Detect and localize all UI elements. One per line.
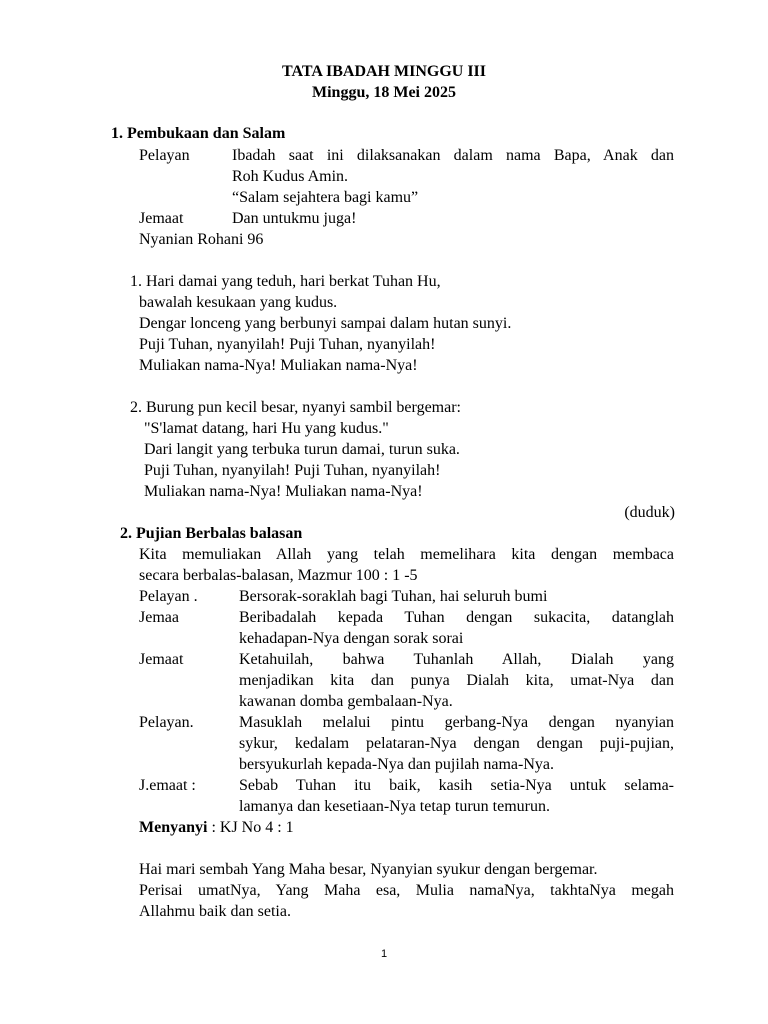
section1-heading: 1. Pembukaan dan Salam	[111, 125, 286, 142]
sing-instruction	[139, 817, 294, 838]
speaker-label: Jemaat	[139, 651, 184, 668]
liturgy-text: Roh Kudus Amin.	[232, 168, 349, 185]
liturgy-text: Ibadah saat ini dilaksanakan dalam nama Bapa, Anak dan	[232, 147, 674, 164]
liturgy-text: lamanya dan kesetiaan-Nya tetap turun temurun.	[239, 798, 550, 815]
section2-heading: 2. Pujian Berbalas balasan	[120, 525, 303, 542]
liturgy-text: Ketahuilah, bahwa Tuhanlah Allah, Dialah yang	[239, 651, 674, 668]
liturgy-text: sykur, kedalam pelataran-Nya dengan dengan puji-pujian,	[239, 735, 674, 752]
speaker-label: Pelayan.	[139, 714, 194, 731]
verse-line: Dengar lonceng yang berbunyi sampai dalam hutan sunyi.	[139, 315, 512, 332]
liturgy-text: Bersorak-soraklah bagi Tuhan, hai seluruh bumi	[239, 588, 548, 605]
verse-line: 2. Burung pun kecil besar, nyanyi sambil bergemar:	[130, 399, 461, 416]
liturgy-text: Beribadalah kepada Tuhan dengan sukacita, datanglah	[239, 609, 674, 626]
liturgy-text: kawanan domba gembalaan-Nya.	[239, 693, 453, 710]
hymn-line: Allahmu baik dan setia.	[139, 903, 291, 920]
document-title: TATA IBADAH MINGGU III	[281, 63, 487, 80]
document-date: Minggu, 18 Mei 2025	[312, 84, 456, 101]
song-label: Nyanian Rohani 96	[139, 231, 264, 248]
verse-line: 1. Hari damai yang teduh, hari berkat Tuhan Hu,	[130, 273, 441, 290]
hymn-line: Hai mari sembah Yang Maha besar, Nyanyian syukur dengan bergemar.	[139, 861, 598, 878]
verse-line: Puji Tuhan, nyanyilah! Puji Tuhan, nyanyilah!	[139, 336, 436, 353]
intro-text: secara berbalas-balasan, Mazmur 100 : 1 -5	[139, 567, 418, 584]
verse-line: "S'lamat datang, hari Hu yang kudus."	[144, 420, 389, 437]
liturgy-text: Dan untukmu juga!	[232, 210, 357, 227]
liturgy-text: kehadapan-Nya dengan sorak sorai	[239, 630, 464, 647]
verse-line: Muliakan nama-Nya! Muliakan nama-Nya!	[144, 483, 423, 500]
speaker-label: Jemaat	[139, 210, 184, 227]
sing-value: : KJ No 4 : 1	[207, 819, 294, 836]
posture-note: (duduk)	[624, 504, 675, 521]
liturgy-text: Masuklah melalui pintu gerbang-Nya dengan nyanyian	[239, 714, 674, 731]
intro-text: Kita memuliakan Allah yang telah memelihara kita dengan membaca	[139, 546, 674, 563]
page-number: 1	[380, 948, 388, 960]
verse-line: Muliakan nama-Nya! Muliakan nama-Nya!	[139, 357, 418, 374]
liturgy-text: menjadikan kita dan punya Dialah kita, umat-Nya dan	[239, 672, 674, 689]
liturgy-text: Sebab Tuhan itu baik, kasih setia-Nya untuk selama-	[239, 777, 674, 794]
hymn-line: Perisai umatNya, Yang Maha esa, Mulia namaNya, takhtaNya megah	[139, 882, 674, 899]
sing-label: Menyanyi	[139, 819, 208, 836]
speaker-label: J.emaat :	[139, 777, 196, 794]
speaker-label: Jemaa	[139, 609, 179, 626]
liturgy-text: bersyukurlah kepada-Nya dan pujilah nama-Nya.	[239, 756, 554, 773]
liturgy-text: “Salam sejahtera bagi kamu”	[232, 189, 419, 206]
verse-line: Dari langit yang terbuka turun damai, turun suka.	[144, 441, 460, 458]
speaker-label: Pelayan	[139, 147, 190, 164]
verse-line: Puji Tuhan, nyanyilah! Puji Tuhan, nyanyilah!	[144, 462, 441, 479]
speaker-label: Pelayan .	[139, 588, 198, 605]
verse-line: bawalah kesukaan yang kudus.	[139, 294, 338, 311]
